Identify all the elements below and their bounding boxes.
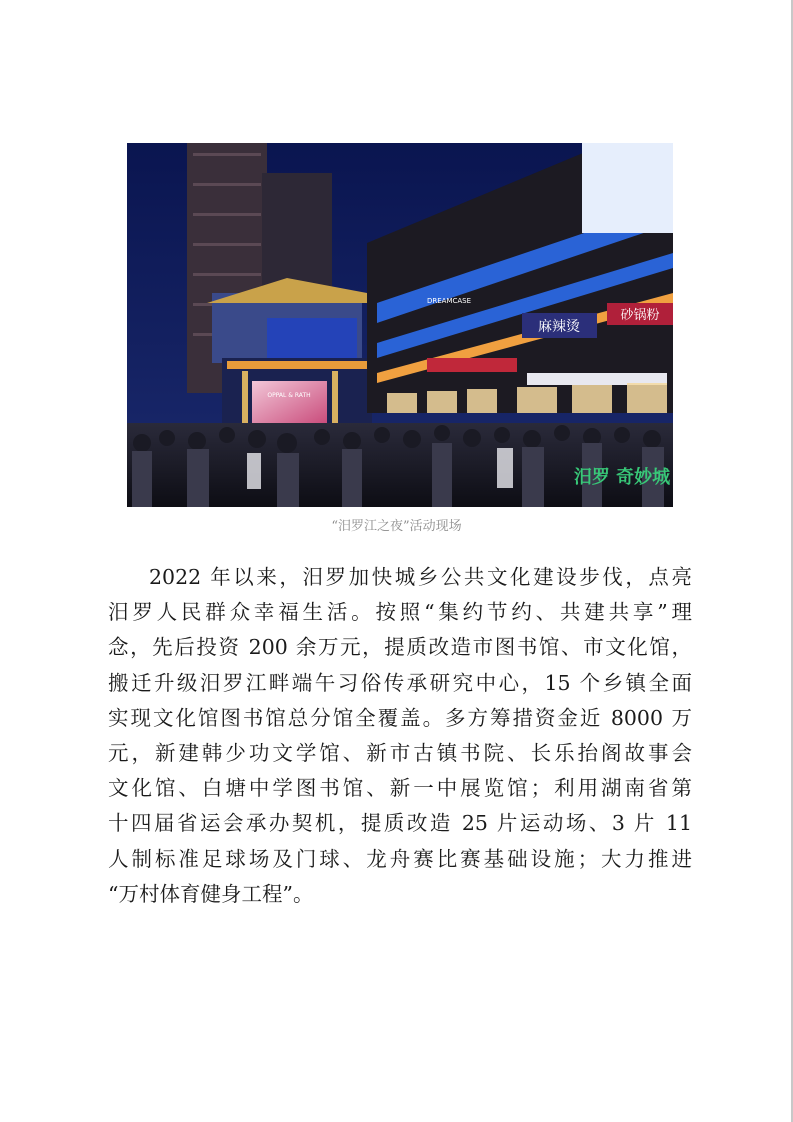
paragraph-line: 元，新建韩少功文学馆、新市古镇书院、长乐抬阁故事会 — [108, 740, 692, 765]
shop-sign-2: 砂锅粉 — [620, 308, 660, 323]
paragraph-line: 人制标准足球场及门球、龙舟赛比赛基础设施；大力推进 — [108, 846, 692, 871]
mall-sign: DREAMCASE — [427, 297, 472, 305]
watermark-logo: 汨罗 奇妙城 — [573, 467, 671, 488]
paragraph-line: 文化馆、白塘中学图书馆、新一中展览馆；利用湖南省第 — [108, 776, 692, 801]
paragraph-line: 搬迁升级汨罗江畔端午习俗传承研究中心，15 个乡镇全面 — [108, 670, 692, 695]
paragraph-line: 2022 年以来，汨罗加快城乡公共文化建设步伐，点亮 — [149, 565, 692, 589]
paragraph-line: 念，先后投资 200 余万元，提质改造市图书馆、市文化馆， — [108, 635, 692, 660]
paragraph-line: 十四届省运会承办契机，提质改造 25 片运动场、3 片 11 — [108, 811, 692, 836]
event-photo — [127, 143, 673, 507]
shop-sign-1: 麻辣烫 — [538, 319, 580, 335]
body-paragraph — [108, 560, 692, 912]
paragraph-line: “万村体育健身工程”。 — [108, 881, 314, 906]
paragraph-line: 汨罗人民群众幸福生活。按照“集约节约、共建共享”理 — [108, 600, 692, 625]
photo-caption: “汨罗江之夜”活动现场 — [331, 519, 462, 534]
paragraph-line: 实现文化馆图书馆总分馆全覆盖。多方筹措资金近 8000 万 — [108, 705, 692, 730]
stage-sign: OPPAL & RATH — [267, 392, 311, 399]
